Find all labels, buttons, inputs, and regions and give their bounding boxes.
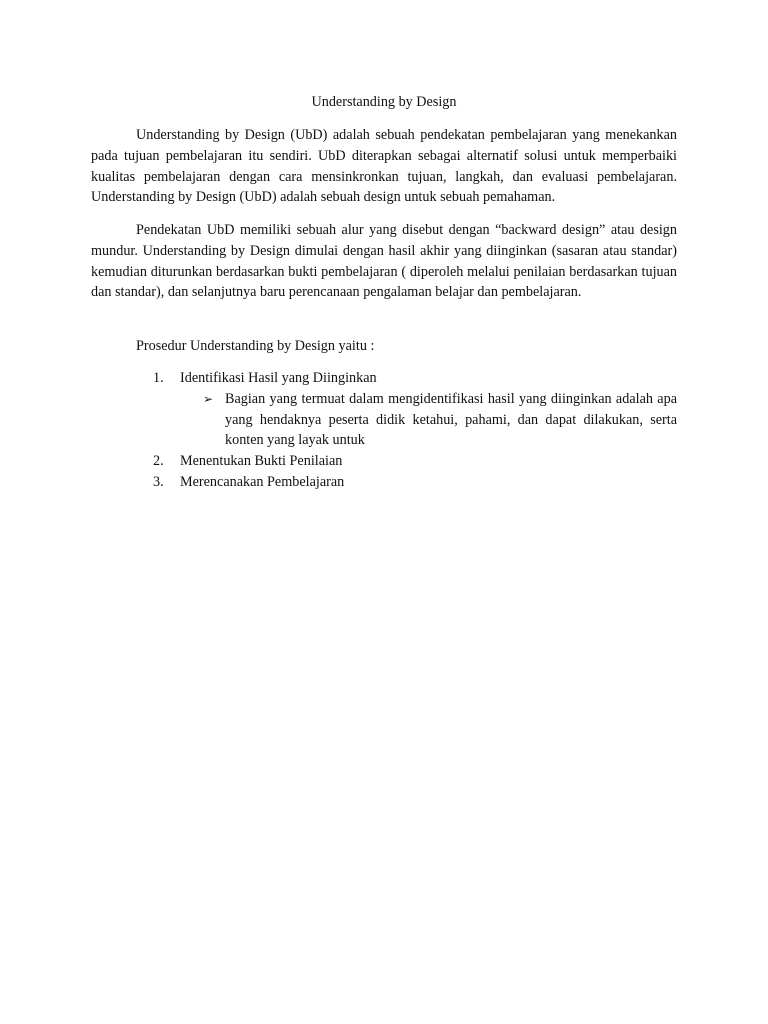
procedure-step-3: [91, 472, 677, 493]
step-label: Identifikasi Hasil yang Diinginkan: [180, 370, 377, 386]
step-1-bullet-list: [180, 389, 677, 451]
arrowhead-bullet-icon: ➢: [203, 391, 214, 406]
step-label: Merencanakan Pembelajaran: [180, 473, 345, 490]
paragraph-backward-design: Pendekatan UbD memiliki sebuah alur yang disebut dengan “backward design” atau design mundur. Understanding by Design dimulai dengan hasil akhir yang diinginkan (sasaran atau standar) kemudian diturunkan berdasarkan bukti pembelajaran ( diperoleh melalui penilaian berdasarkan tujuan dan standar), dan selanjutnya baru perencanaan pengalaman belajar dan pembelajaran.: [91, 222, 677, 301]
paragraph-ubd-definition: Understanding by Design (UbD) adalah sebuah pendekatan pembelajaran yang menekankan pada tujuan pembelajaran itu sendiri. UbD diterapkan sebagai alternatif solusi untuk memperbaiki kualitas pembelajaran dengan cara mensinkronkan tujuan, langkah, dan evaluasi pembelajaran. Understanding by Design (UbD) adalah sebuah design untuk sebuah pemahaman.: [91, 127, 677, 206]
paragraph-procedure-intro: Prosedur Understanding by Design yaitu :: [136, 338, 375, 354]
bullet-text: Bagian yang termuat dalam mengidentifikasi hasil yang diinginkan adalah apa yang hendaknya peserta didik ketahui, pahami, dan dapat dilakukan, serta konten yang layak untuk: [225, 390, 677, 449]
step-number: 3.: [153, 473, 164, 490]
step-label: Menentukan Bukti Penilaian: [180, 453, 343, 470]
procedure-step-1: [91, 368, 677, 451]
procedure-steps-list: [91, 368, 677, 493]
bullet-item: [180, 389, 677, 451]
step-number: 1.: [153, 370, 164, 386]
step-number: 2.: [153, 453, 164, 470]
document-title: Understanding by Design: [311, 94, 457, 110]
procedure-step-2: [91, 451, 677, 472]
